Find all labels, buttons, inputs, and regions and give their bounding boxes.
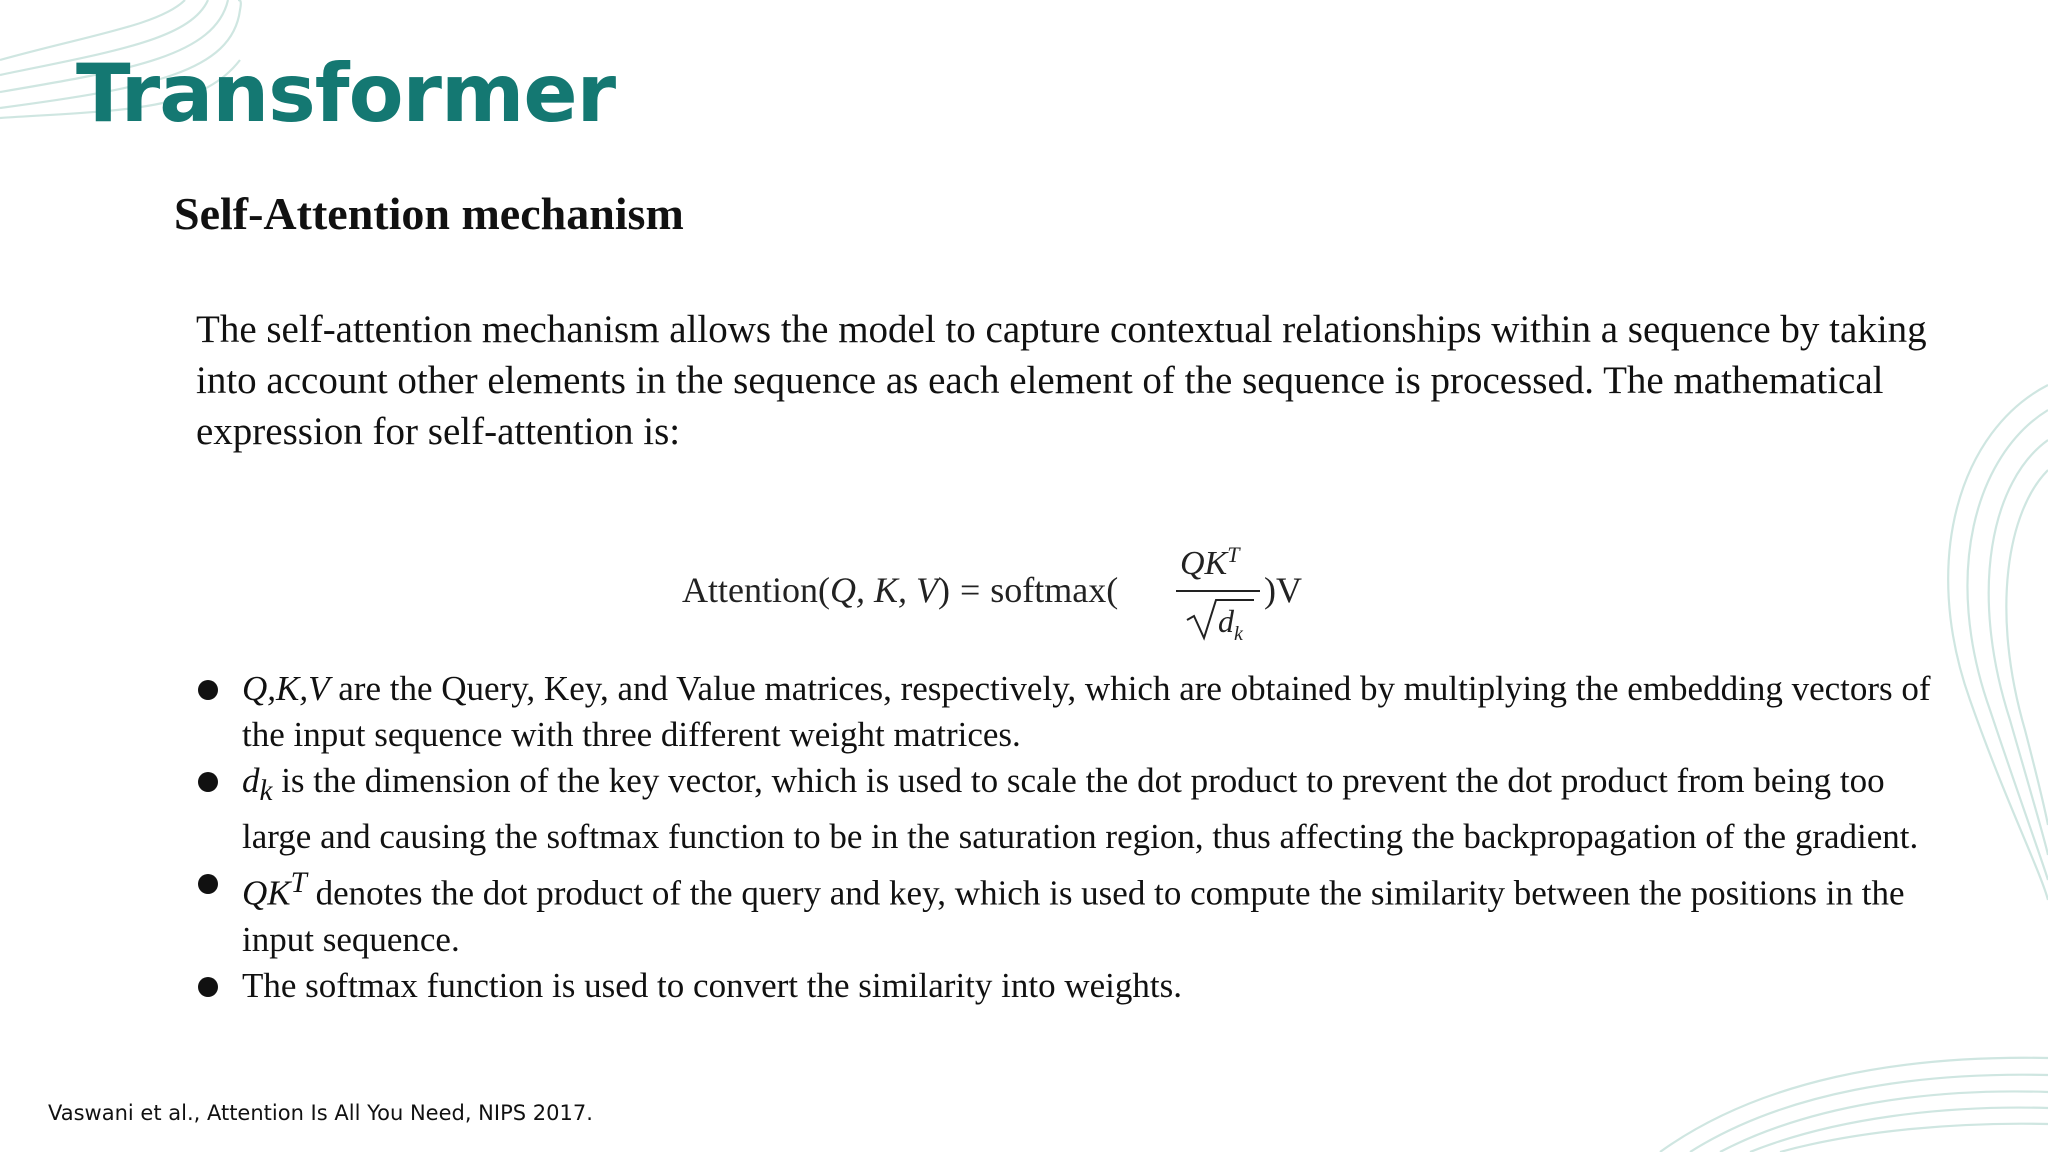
- formula-equals: =: [959, 570, 981, 610]
- formula-softmax: softmax(: [990, 570, 1119, 610]
- bullet-math-term: QK: [242, 873, 291, 913]
- formula-close-paren: ): [937, 570, 950, 610]
- formula-arguments: Q, K, V: [829, 570, 938, 610]
- bullet-math-superscript: T: [290, 867, 307, 899]
- bullet-item: [196, 666, 1936, 758]
- formula-denominator: d: [1218, 603, 1234, 639]
- formula-denominator-subscript: k: [1234, 623, 1243, 645]
- bullet-item: [196, 860, 1936, 963]
- section-heading: Self-Attention mechanism: [174, 188, 684, 239]
- bullet-dot-icon: [198, 772, 218, 792]
- bullet-dot-icon: [198, 874, 218, 894]
- bullet-text: The softmax function is used to convert the similarity into weights.: [242, 965, 1182, 1005]
- svg-text:Attention(Q, K, V)=softmax(: [682, 570, 1118, 610]
- svg-text:dk: [1218, 603, 1244, 645]
- intro-paragraph: The self-attention mechanism allows the model to capture contextual relationships within a sequence by taking into account other elements in the sequence as each element of the sequence is processed. The mathematical expression for self-attention is:: [196, 308, 1927, 453]
- bullet-math-subscript: k: [259, 775, 273, 807]
- bullet-item: [196, 963, 1936, 1009]
- bullet-dot-icon: [198, 680, 218, 700]
- bullet-text: are the Query, Key, and Value matrices, respectively, which are obtained by multiplying the embedding vectors of the input sequence with three different weight matrices.: [242, 669, 1931, 754]
- bullet-list: [196, 666, 1936, 1009]
- bullet-math-term: Q,K,V: [242, 669, 330, 708]
- bullet-text: is the dimension of the key vector, which is used to scale the dot product to prevent the dot product from being too large and causing the softmax function to be in the saturation region, thus affecting the backpropagation of the gradient.: [242, 761, 1919, 856]
- formula-numerator-superscript: T: [1227, 542, 1240, 567]
- formula-tail: )V: [1264, 570, 1302, 610]
- bullet-math-term: d: [242, 761, 260, 800]
- bullet-text: denotes the dot product of the query and key, which is used to compute the similarity between the positions in the input sequence.: [242, 873, 1905, 959]
- formula-function-name: Attention(: [682, 570, 830, 610]
- svg-text:)V: [1264, 570, 1302, 610]
- svg-text:QKT: [1180, 542, 1241, 582]
- formula-numerator: QK: [1180, 545, 1228, 582]
- bullet-dot-icon: [198, 977, 218, 997]
- attention-formula: [682, 538, 1342, 648]
- bullet-item: [196, 758, 1936, 860]
- slide-title: Transformer: [76, 47, 616, 140]
- citation: Vaswani et al., Attention Is All You Need, NIPS 2017.: [48, 1101, 593, 1125]
